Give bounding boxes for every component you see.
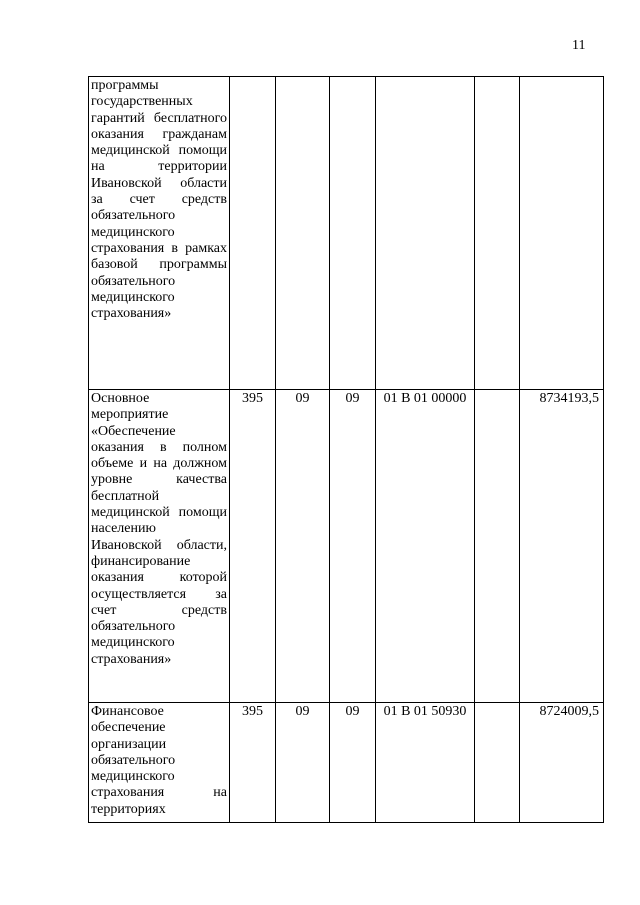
code-cell: 395 — [230, 390, 276, 703]
page-number: 11 — [572, 38, 586, 53]
target-cell — [376, 77, 475, 390]
expense-type-cell — [475, 77, 520, 390]
expense-type-cell — [475, 703, 520, 823]
section-cell: 09 — [276, 390, 330, 703]
row-name-cell — [89, 77, 230, 390]
subsection-cell: 09 — [330, 390, 376, 703]
section-cell: 09 — [276, 703, 330, 823]
section-cell — [276, 77, 330, 390]
table-row — [89, 703, 604, 823]
subsection-cell — [330, 77, 376, 390]
row-name-cell — [89, 390, 230, 703]
target-cell: 01 В 01 50930 — [376, 703, 475, 823]
row-name-text: Основное мероприятие «Обеспечение оказания в полном объеме и на должном уровне качества бесплатной медицинской помощи населению Ивановской области, финансирование оказания которой осуществляется за счет средств обязательного медицинского страхования» — [91, 391, 227, 667]
row-name-text: Финансовое обеспечение организации обязательного медицинского страхования на территориях — [91, 704, 227, 817]
budget-table — [88, 76, 604, 823]
target-cell: 01 В 01 00000 — [376, 390, 475, 703]
expense-type-cell — [475, 390, 520, 703]
code-cell: 395 — [230, 703, 276, 823]
code-cell — [230, 77, 276, 390]
amount-cell: 8724009,5 — [520, 703, 604, 823]
amount-cell: 8734193,5 — [520, 390, 604, 703]
row-name-cell — [89, 703, 230, 823]
table-row — [89, 77, 604, 390]
subsection-cell: 09 — [330, 703, 376, 823]
table-row — [89, 390, 604, 703]
amount-cell — [520, 77, 604, 390]
row-name-text: программы государственных гарантий бесплатного оказания гражданам медицинской помощи на территории Ивановской области за счет средств обязательного медицинского страхования в рамках базовой программы обязательного медицинского страхования» — [91, 78, 227, 322]
